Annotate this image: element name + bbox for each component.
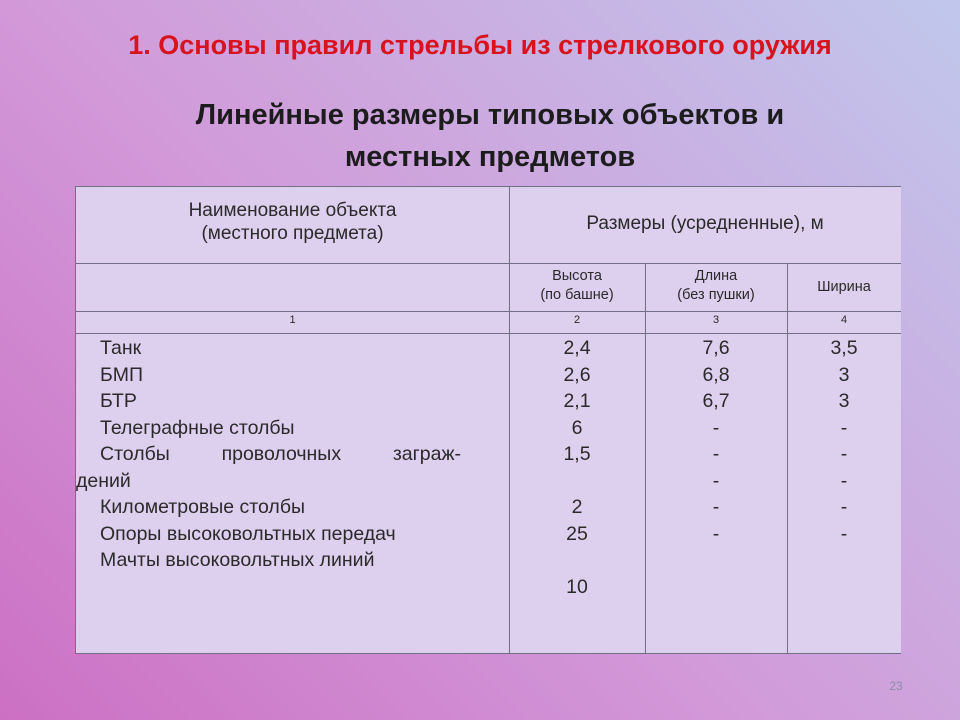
sizes-table bbox=[75, 186, 901, 654]
subheader-height: Высота (по башне) bbox=[540, 268, 614, 303]
object-name: БМП bbox=[100, 363, 144, 386]
width-value: - bbox=[840, 496, 848, 518]
object-name: Мачты высоковольтных линий bbox=[100, 549, 375, 571]
width-value: 3 bbox=[838, 390, 850, 412]
header-object-name: Наименование объекта (местного предмета) bbox=[188, 200, 397, 244]
divider bbox=[76, 263, 901, 264]
col-number: 2 bbox=[573, 314, 581, 326]
width-value: - bbox=[840, 416, 848, 439]
length-value: - bbox=[712, 496, 720, 518]
width-value: - bbox=[840, 443, 848, 465]
col-number: 1 bbox=[289, 314, 296, 326]
length-value: 7,6 bbox=[702, 337, 730, 359]
height-values-column bbox=[509, 335, 645, 600]
page-number: 23 bbox=[889, 679, 903, 693]
width-value: - bbox=[840, 522, 848, 545]
subheader-width: Ширина bbox=[817, 279, 871, 295]
object-name: Километровые столбы bbox=[100, 496, 305, 518]
height-value: 10 bbox=[566, 575, 588, 598]
width-value: - bbox=[840, 469, 848, 492]
height-value: 2,4 bbox=[563, 337, 591, 359]
height-value: 1,5 bbox=[563, 443, 591, 465]
object-name: Телеграфные столбы bbox=[100, 416, 295, 439]
length-value: 6,7 bbox=[702, 390, 730, 412]
object-name: Танк bbox=[100, 337, 142, 359]
slide-title: 1. Основы правил стрельбы из стрелкового оружия bbox=[128, 30, 832, 60]
object-name: Столбы проволочных заграж- bbox=[100, 443, 461, 465]
subheader-length: Длина (без пушки) bbox=[677, 268, 755, 303]
height-value: 2,1 bbox=[563, 390, 591, 412]
height-value bbox=[509, 547, 645, 574]
col-number: 4 bbox=[840, 314, 848, 326]
object-names-column bbox=[76, 335, 466, 574]
width-values-column bbox=[787, 335, 901, 547]
height-value: 2,6 bbox=[563, 363, 591, 386]
divider bbox=[76, 311, 901, 312]
length-value: - bbox=[712, 522, 720, 545]
length-value: - bbox=[712, 443, 720, 465]
length-value: - bbox=[712, 469, 720, 492]
length-values-column bbox=[645, 335, 787, 547]
table-caption: Линейные размеры типовых объектов и местных предметов bbox=[195, 99, 785, 173]
object-name: БТР bbox=[100, 390, 137, 412]
width-value: 3,5 bbox=[830, 337, 858, 359]
col-number: 3 bbox=[712, 314, 720, 326]
height-value: 25 bbox=[566, 522, 588, 545]
object-name: Опоры высоковольтных передач bbox=[100, 522, 396, 545]
width-value: 3 bbox=[838, 363, 850, 386]
length-value: - bbox=[712, 416, 720, 439]
header-sizes: Размеры (усредненные), м bbox=[586, 213, 824, 234]
divider bbox=[76, 333, 901, 334]
length-value: 6,8 bbox=[702, 363, 730, 386]
object-name-continuation: дений bbox=[76, 469, 131, 492]
height-value bbox=[509, 468, 645, 495]
height-value: 6 bbox=[571, 416, 583, 439]
height-value: 2 bbox=[571, 496, 583, 518]
